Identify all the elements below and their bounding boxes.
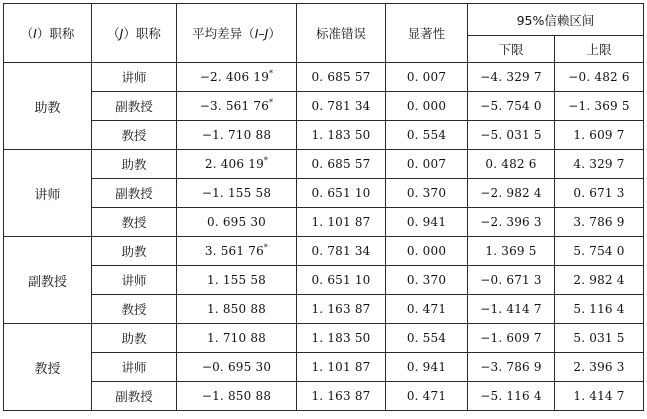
cell-std-error: 0. 781 34: [297, 237, 386, 266]
cell-significance: 0. 000: [386, 92, 468, 121]
mean-difference-value: −1. 710 88: [201, 128, 272, 142]
cell-mean-difference: [177, 63, 297, 92]
mean-difference-value: −3. 561 76: [199, 99, 270, 113]
header-mean-diff: 平均差异（I–J）: [177, 4, 297, 63]
header-j-label: 职称: [135, 26, 161, 41]
cell-mean-difference: [177, 353, 297, 382]
cell-ci-upper: −0. 482 6: [555, 63, 644, 92]
cell-ci-upper: 0. 671 3: [555, 179, 644, 208]
cell-ci-lower: −1. 414 7: [468, 295, 555, 324]
cell-mean-difference: [177, 150, 297, 179]
mean-difference-value: 3. 561 76: [204, 244, 264, 258]
cell-std-error: 1. 183 50: [297, 121, 386, 150]
cell-ci-lower: −5. 031 5: [468, 121, 555, 150]
cell-ci-upper: 2. 396 3: [555, 353, 644, 382]
table-row: [4, 92, 644, 121]
cell-j-title: 副教授: [92, 92, 177, 121]
header-j-title: （J）职称: [92, 4, 177, 63]
cell-mean-difference: [177, 324, 297, 353]
cell-std-error: 1. 163 87: [297, 382, 386, 411]
cell-j-title: 教授: [92, 121, 177, 150]
cell-ci-upper: 5. 116 4: [555, 295, 644, 324]
mean-difference-value: −0. 695 30: [201, 360, 272, 374]
cell-ci-upper: 4. 329 7: [555, 150, 644, 179]
cell-ci-lower: −0. 671 3: [468, 266, 555, 295]
cell-ci-upper: 1. 609 7: [555, 121, 644, 150]
mean-difference-value: −1. 155 58: [201, 186, 272, 200]
cell-j-title: 教授: [92, 295, 177, 324]
header-ci-upper: 上限: [555, 36, 644, 63]
significance-mark: *: [263, 243, 269, 252]
cell-std-error: 1. 163 87: [297, 295, 386, 324]
cell-ci-lower: −3. 786 9: [468, 353, 555, 382]
cell-significance: 0. 941: [386, 353, 468, 382]
table-header: [4, 4, 644, 63]
cell-j-title: 教授: [92, 208, 177, 237]
group-i-title: 副教授: [4, 237, 92, 324]
cell-significance: 0. 471: [386, 295, 468, 324]
cell-mean-difference: [177, 179, 297, 208]
cell-j-title: 助教: [92, 237, 177, 266]
cell-mean-difference: [177, 237, 297, 266]
cell-std-error: 1. 183 50: [297, 324, 386, 353]
cell-ci-lower: −2. 396 3: [468, 208, 555, 237]
cell-std-error: 0. 685 57: [297, 150, 386, 179]
cell-mean-difference: [177, 92, 297, 121]
cell-significance: 0. 370: [386, 266, 468, 295]
mean-difference-value: 1. 155 58: [206, 273, 267, 287]
cell-j-title: 助教: [92, 150, 177, 179]
cell-ci-upper: −1. 369 5: [555, 92, 644, 121]
cell-j-title: 讲师: [92, 353, 177, 382]
cell-j-title: 副教授: [92, 179, 177, 208]
cell-ci-lower: 0. 482 6: [468, 150, 555, 179]
table-row: [4, 150, 644, 179]
cell-j-title: 副教授: [92, 382, 177, 411]
table-row: [4, 266, 644, 295]
table-row: [4, 63, 644, 92]
mean-difference-value: 1. 850 88: [206, 302, 267, 316]
cell-j-title: 讲师: [92, 63, 177, 92]
cell-significance: 0. 007: [386, 63, 468, 92]
cell-mean-difference: [177, 382, 297, 411]
cell-ci-upper: 5. 031 5: [555, 324, 644, 353]
cell-significance: 0. 471: [386, 382, 468, 411]
cell-significance: 0. 554: [386, 324, 468, 353]
cell-std-error: 0. 781 34: [297, 92, 386, 121]
table-row: [4, 208, 644, 237]
header-ci-lower: 下限: [468, 36, 555, 63]
significance-mark: *: [263, 156, 269, 165]
cell-mean-difference: [177, 121, 297, 150]
mean-difference-value: 2. 406 19: [204, 157, 264, 171]
cell-j-title: 助教: [92, 324, 177, 353]
mean-difference-value: 1. 710 88: [206, 331, 267, 345]
cell-ci-lower: −4. 329 7: [468, 63, 555, 92]
significance-mark: *: [269, 69, 274, 78]
cell-ci-lower: −5. 116 4: [468, 382, 555, 411]
cell-ci-upper: 1. 414 7: [555, 382, 644, 411]
cell-mean-difference: [177, 208, 297, 237]
cell-j-title: 讲师: [92, 266, 177, 295]
cell-significance: 0. 007: [386, 150, 468, 179]
cell-mean-difference: [177, 295, 297, 324]
header-mean-diff-label: 平均差异: [192, 26, 243, 41]
group-i-title: 助教: [4, 63, 92, 150]
multiple-comparisons-table: [3, 3, 644, 411]
table-body: [4, 63, 644, 411]
cell-significance: 0. 941: [386, 208, 468, 237]
header-i-label: 职称: [49, 26, 75, 41]
header-i-var: I: [33, 26, 37, 41]
table-row: [4, 353, 644, 382]
cell-ci-lower: −1. 609 7: [468, 324, 555, 353]
cell-ci-upper: 2. 982 4: [555, 266, 644, 295]
cell-std-error: 1. 101 87: [297, 208, 386, 237]
cell-std-error: 0. 651 10: [297, 179, 386, 208]
cell-std-error: 1. 101 87: [297, 353, 386, 382]
table-row: [4, 121, 644, 150]
group-i-title: 教授: [4, 324, 92, 411]
cell-ci-lower: −5. 754 0: [468, 92, 555, 121]
cell-ci-upper: 3. 786 9: [555, 208, 644, 237]
mean-difference-value: 0. 695 30: [206, 215, 267, 229]
table-row: [4, 179, 644, 208]
header-i-title: （I）职称: [4, 4, 92, 63]
cell-significance: 0. 000: [386, 237, 468, 266]
cell-ci-lower: 1. 369 5: [468, 237, 555, 266]
header-std-error: 标准错误: [297, 4, 386, 63]
cell-ci-lower: −2. 982 4: [468, 179, 555, 208]
table-row: [4, 382, 644, 411]
header-confidence-interval: 95%信赖区间: [468, 4, 644, 36]
cell-significance: 0. 370: [386, 179, 468, 208]
significance-mark: *: [269, 98, 274, 107]
table-row: [4, 324, 644, 353]
cell-ci-upper: 5. 754 0: [555, 237, 644, 266]
cell-significance: 0. 554: [386, 121, 468, 150]
cell-mean-difference: [177, 266, 297, 295]
header-j-var: J: [119, 26, 124, 41]
table-row: [4, 295, 644, 324]
mean-difference-value: −1. 850 88: [201, 389, 272, 403]
mean-difference-value: −2. 406 19: [199, 70, 270, 84]
cell-std-error: 0. 685 57: [297, 63, 386, 92]
cell-std-error: 0. 651 10: [297, 266, 386, 295]
header-significance: 显著性: [386, 4, 468, 63]
group-i-title: 讲师: [4, 150, 92, 237]
table-row: [4, 237, 644, 266]
header-mean-diff-expr: I–J: [254, 26, 269, 41]
